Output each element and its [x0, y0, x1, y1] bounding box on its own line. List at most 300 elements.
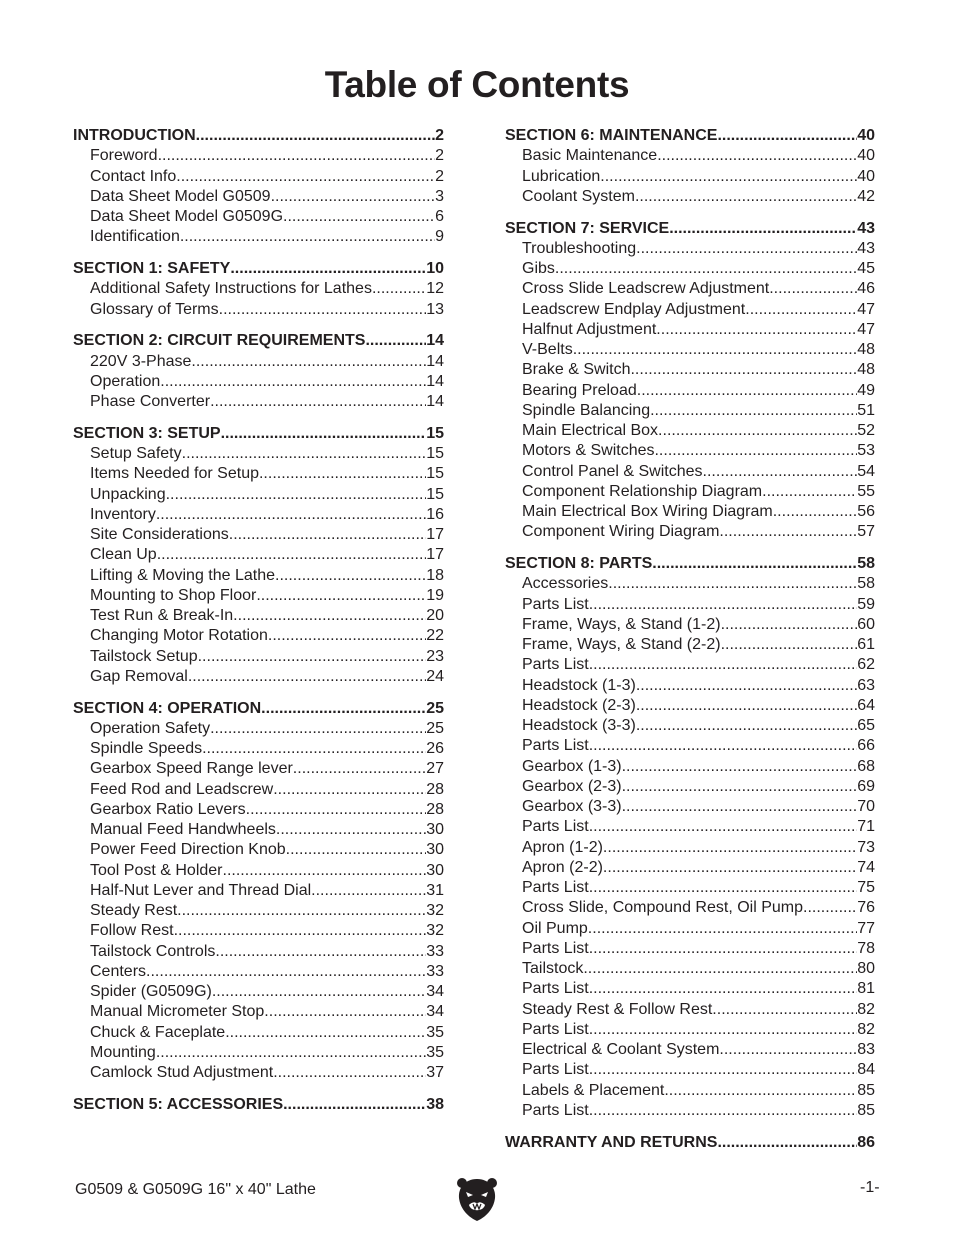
toc-page-number: 15 — [426, 424, 444, 442]
dot-leader — [721, 615, 858, 635]
page-number: -1- — [860, 1179, 880, 1196]
toc-label: Parts List — [522, 879, 589, 896]
toc-label: Main Electrical Box — [522, 422, 659, 439]
toc-label: Half-Nut Lever and Thread Dial — [90, 881, 312, 899]
toc-label: Apron (1-2) — [522, 838, 603, 856]
toc-label: Chuck & Faceplate — [90, 1023, 226, 1041]
toc-page-number: 32 — [426, 922, 444, 940]
toc-page-number: 9 — [435, 228, 444, 246]
toc-label: Gibs — [522, 260, 555, 277]
toc-page-number: 59 — [857, 595, 875, 613]
toc-page-number: 15 — [426, 485, 444, 503]
dot-leader — [261, 699, 426, 719]
dot-leader — [664, 1081, 857, 1101]
toc-page-number: 18 — [426, 566, 444, 584]
dot-leader — [174, 921, 427, 941]
toc-label: Lubrication — [522, 167, 601, 185]
toc-entry[interactable] — [505, 381, 875, 401]
toc-page-number: 23 — [426, 647, 444, 665]
dot-leader — [180, 227, 435, 247]
toc-label: Spindle Balancing — [522, 401, 651, 419]
toc-page-number: 30 — [426, 821, 444, 838]
toc-page-number: 14 — [426, 393, 444, 410]
dot-leader — [198, 647, 427, 667]
toc-label: Parts List — [522, 737, 589, 755]
toc-section-heading[interactable] — [505, 554, 875, 574]
toc-label: Gearbox (2-3) — [522, 777, 622, 795]
toc-page-number: 85 — [857, 1081, 875, 1099]
toc-page-number: 15 — [426, 445, 444, 462]
toc-page-number: 45 — [857, 260, 875, 277]
toc-entry[interactable] — [505, 259, 875, 279]
toc-entry[interactable] — [505, 635, 875, 655]
dot-leader — [589, 1020, 858, 1040]
toc-entry[interactable] — [505, 919, 875, 939]
toc-label: Glossary of Terms — [90, 300, 219, 318]
toc-section-heading[interactable] — [73, 126, 444, 146]
toc-section — [505, 554, 875, 1121]
toc-label: Motors & Switches — [522, 442, 655, 460]
toc-label: Steady Rest & Follow Rest — [522, 1000, 713, 1018]
toc-page-number: 14 — [426, 352, 444, 370]
toc-label: Gearbox (3-3) — [522, 798, 622, 815]
dot-leader — [176, 167, 435, 187]
toc-entry[interactable] — [505, 1101, 875, 1121]
dot-leader — [286, 840, 427, 860]
dot-leader — [215, 942, 426, 962]
toc-entry[interactable] — [73, 780, 444, 800]
toc-entry[interactable] — [505, 959, 875, 979]
toc-entry[interactable] — [73, 207, 444, 227]
dot-leader — [603, 838, 857, 858]
toc-label: Troubleshooting — [522, 239, 637, 257]
page-title: Table of Contents — [324, 64, 630, 105]
toc-page-number: 31 — [426, 881, 444, 899]
toc-entry[interactable] — [505, 817, 875, 837]
toc-page-number: 53 — [857, 442, 875, 460]
toc-page-number: 34 — [426, 1003, 444, 1021]
toc-entry[interactable] — [505, 167, 875, 187]
toc-label: Parts List — [522, 595, 589, 613]
dot-leader — [622, 757, 858, 777]
toc-entry[interactable] — [505, 797, 875, 817]
toc-entry[interactable] — [73, 227, 444, 247]
dot-leader — [210, 719, 426, 739]
dot-leader — [630, 360, 857, 380]
dot-leader — [769, 279, 857, 299]
toc-entry[interactable] — [73, 485, 444, 505]
toc-page-number: 17 — [426, 546, 444, 564]
toc-page-number: 81 — [857, 980, 875, 998]
dot-leader — [717, 1133, 857, 1153]
dot-leader — [229, 525, 426, 545]
toc-label: SECTION 3: SETUP — [73, 424, 221, 442]
toc-page-number: 48 — [857, 341, 875, 358]
toc-page-number: 2 — [435, 127, 444, 144]
dot-leader — [365, 331, 426, 351]
toc-entry[interactable] — [505, 615, 875, 635]
toc-page-number: 55 — [857, 482, 875, 500]
toc-page-number: 71 — [857, 818, 875, 836]
toc-entry[interactable] — [73, 759, 444, 779]
toc-entry[interactable] — [73, 881, 444, 901]
toc-page-number: 69 — [857, 777, 875, 795]
toc-label: Bearing Preload — [522, 381, 637, 399]
toc-entry[interactable] — [73, 167, 444, 187]
toc-label: Items Needed for Setup — [90, 465, 259, 483]
toc-section-heading[interactable] — [73, 259, 444, 279]
toc-entry[interactable] — [73, 1063, 444, 1083]
toc-page-number: 26 — [426, 740, 444, 757]
toc-entry[interactable] — [73, 566, 444, 586]
toc-page-number: 86 — [857, 1133, 875, 1151]
toc-entry[interactable] — [73, 719, 444, 739]
toc-entry[interactable] — [505, 676, 875, 696]
toc-entry[interactable] — [505, 757, 875, 777]
toc-label: Tailstock Setup — [90, 647, 198, 665]
toc-entry[interactable] — [505, 736, 875, 756]
toc-label: Test Run & Break-In — [90, 607, 234, 624]
toc-page-number: 74 — [857, 858, 875, 876]
toc-label: Lifting & Moving the Lathe — [90, 566, 276, 584]
toc-label: Centers — [90, 962, 147, 980]
toc-label: Spider (G0509G) — [90, 983, 212, 1000]
toc-entry[interactable] — [73, 392, 444, 412]
toc-page-number: 78 — [857, 939, 875, 957]
toc-entry[interactable] — [73, 606, 444, 626]
dot-leader — [773, 502, 857, 522]
toc-entry[interactable] — [73, 840, 444, 860]
toc-page-number: 30 — [426, 861, 444, 879]
toc-page-number: 17 — [426, 526, 444, 543]
toc-entry[interactable] — [505, 777, 875, 797]
toc-entry[interactable] — [505, 300, 875, 320]
toc-entry[interactable] — [73, 647, 444, 667]
toc-label: Foreword — [90, 147, 158, 165]
toc-entry[interactable] — [73, 464, 444, 484]
toc-page-number: 77 — [857, 919, 875, 937]
toc-entry[interactable] — [73, 800, 444, 820]
dot-leader — [210, 392, 426, 412]
dot-leader — [264, 1002, 426, 1022]
toc-entry[interactable] — [505, 502, 875, 522]
toc-page-number: 34 — [426, 983, 444, 1000]
toc-label: SECTION 4: OPERATION — [73, 699, 262, 717]
dot-leader — [635, 187, 857, 207]
toc-entry[interactable] — [73, 982, 444, 1002]
toc-section — [505, 126, 875, 207]
toc-page-number: 66 — [857, 737, 875, 755]
toc-label: Data Sheet Model G0509 — [90, 187, 271, 205]
toc-entry[interactable] — [73, 279, 444, 299]
toc-label: Mounting — [90, 1043, 156, 1061]
toc-label: Component Relationship Diagram — [522, 482, 763, 500]
toc-label: Cross Slide, Compound Rest, Oil Pump — [522, 899, 803, 917]
toc-label: Unpacking — [90, 485, 166, 503]
toc-entry[interactable] — [73, 586, 444, 606]
dot-leader — [246, 800, 427, 820]
toc-entry[interactable] — [505, 239, 875, 259]
toc-entry[interactable] — [73, 739, 444, 759]
toc-label: Component Wiring Diagram — [522, 523, 720, 541]
toc-section-heading[interactable] — [505, 219, 875, 239]
toc-label: Gearbox (1-3) — [522, 757, 622, 775]
dot-leader — [656, 320, 857, 340]
toc-entry[interactable] — [505, 574, 875, 594]
dot-leader — [622, 777, 858, 797]
toc-page-number: 27 — [426, 760, 444, 778]
toc-entry[interactable] — [505, 696, 875, 716]
toc-section — [73, 1095, 444, 1115]
dot-leader — [273, 1063, 426, 1083]
dot-leader — [583, 959, 857, 979]
toc-page-number: 3 — [435, 187, 444, 205]
toc-entry[interactable] — [73, 1043, 444, 1063]
dot-leader — [311, 881, 426, 901]
toc-label: Accessories — [522, 575, 609, 593]
dot-leader — [652, 554, 857, 574]
toc-entry[interactable] — [505, 1000, 875, 1020]
toc-label: Additional Safety Instructions for Lathes — [90, 280, 372, 298]
toc-entry[interactable] — [505, 146, 875, 166]
dot-leader — [212, 982, 426, 1002]
toc-entry[interactable] — [505, 441, 875, 461]
toc-label: Basic Maintenance — [522, 147, 658, 165]
toc-entry[interactable] — [73, 861, 444, 881]
dot-leader — [372, 279, 426, 299]
toc-entry[interactable] — [73, 372, 444, 392]
toc-label: Oil Pump — [522, 919, 588, 937]
toc-label: Parts List — [522, 656, 589, 674]
toc-page-number: 49 — [857, 381, 875, 399]
dot-leader — [188, 667, 426, 687]
toc-label: Tool Post & Holder — [90, 861, 223, 879]
toc-page-number: 65 — [857, 717, 875, 734]
dot-leader — [256, 586, 426, 606]
toc-section-heading[interactable] — [73, 424, 444, 444]
toc-entry[interactable] — [505, 979, 875, 999]
toc-page-number: 2 — [435, 167, 444, 185]
toc-page-number: 14 — [426, 372, 444, 390]
dot-leader — [273, 780, 426, 800]
toc-page-number: 24 — [426, 667, 444, 685]
toc-label: Main Electrical Box Wiring Diagram — [522, 503, 773, 520]
toc-entry[interactable] — [505, 482, 875, 502]
toc-entry[interactable] — [505, 939, 875, 959]
toc-entry[interactable] — [505, 655, 875, 675]
toc-label: Identification — [90, 228, 180, 246]
toc-entry[interactable] — [505, 898, 875, 918]
toc-section — [73, 126, 444, 248]
toc-entry[interactable] — [73, 1002, 444, 1022]
toc-page-number: 20 — [426, 607, 444, 624]
toc-page-number: 43 — [857, 239, 875, 257]
toc-page-number: 35 — [426, 1043, 444, 1061]
toc-entry[interactable] — [73, 962, 444, 982]
toc-page-number: 25 — [426, 699, 444, 717]
toc-entry[interactable] — [73, 146, 444, 166]
toc-label: Spindle Speeds — [90, 740, 203, 757]
toc-page-number: 56 — [857, 503, 875, 520]
dot-leader — [275, 566, 426, 586]
toc-page-number: 19 — [426, 586, 444, 604]
dot-leader — [589, 655, 858, 675]
toc-label: Parts List — [522, 1101, 589, 1119]
toc-entry[interactable] — [505, 858, 875, 878]
toc-section-heading[interactable] — [505, 1133, 875, 1153]
toc-page-number: 28 — [426, 780, 444, 798]
dot-leader — [589, 817, 858, 837]
toc-page-number: 10 — [426, 260, 444, 277]
toc-page-number: 54 — [857, 462, 875, 480]
dot-leader — [196, 126, 435, 146]
toc-entry[interactable] — [73, 187, 444, 207]
dot-leader — [555, 259, 857, 279]
dot-leader — [608, 574, 857, 594]
dot-leader — [160, 372, 426, 392]
toc-label: Parts List — [522, 818, 589, 836]
toc-entry[interactable] — [505, 716, 875, 736]
toc-entry[interactable] — [505, 360, 875, 380]
dot-leader — [156, 1043, 426, 1063]
toc-entry[interactable] — [505, 522, 875, 542]
dot-leader — [650, 401, 857, 421]
toc-label: Apron (2-2) — [522, 858, 603, 876]
toc-label: SECTION 5: ACCESSORIES — [73, 1095, 284, 1113]
dot-leader — [283, 1095, 426, 1115]
toc-label: Parts List — [522, 980, 589, 998]
dot-leader — [589, 939, 858, 959]
toc-label: Mounting to Shop Floor — [90, 586, 257, 604]
toc-page-number: 62 — [857, 656, 875, 674]
dot-leader — [803, 898, 857, 918]
toc-page-number: 47 — [857, 300, 875, 318]
toc-page-number: 22 — [426, 627, 444, 645]
toc-entry[interactable] — [73, 626, 444, 646]
toc-entry[interactable] — [73, 820, 444, 840]
toc-entry[interactable] — [505, 279, 875, 299]
toc-entry[interactable] — [73, 942, 444, 962]
dot-leader — [268, 626, 426, 646]
dot-leader — [293, 759, 426, 779]
toc-page-number: 33 — [426, 962, 444, 980]
dot-leader — [219, 300, 427, 320]
dot-leader — [721, 635, 858, 655]
toc-section-heading[interactable] — [73, 699, 444, 719]
toc-page-number: 82 — [857, 1020, 875, 1038]
toc-label: Parts List — [522, 939, 589, 957]
toc-entry[interactable] — [73, 352, 444, 372]
toc-entry[interactable] — [73, 444, 444, 464]
dot-leader — [158, 146, 436, 166]
toc-page-number: 51 — [857, 401, 875, 419]
toc-page-number: 63 — [857, 676, 875, 694]
toc-section-heading[interactable] — [505, 126, 875, 146]
toc-entry[interactable] — [505, 421, 875, 441]
toc-page-number: 33 — [426, 942, 444, 960]
toc-column-left — [73, 126, 444, 1127]
dot-leader — [177, 901, 426, 921]
dot-leader — [271, 187, 436, 207]
toc-entry[interactable] — [73, 300, 444, 320]
dot-leader — [657, 146, 857, 166]
toc-entry[interactable] — [73, 1023, 444, 1043]
toc-entry[interactable] — [73, 667, 444, 687]
toc-entry[interactable] — [73, 901, 444, 921]
dot-leader — [588, 919, 857, 939]
dot-leader — [233, 606, 426, 626]
dot-leader — [745, 300, 857, 320]
toc-section — [505, 1133, 875, 1153]
toc-label: Tailstock — [522, 960, 584, 977]
toc-section — [73, 259, 444, 320]
toc-entry[interactable] — [505, 340, 875, 360]
toc-entry[interactable] — [505, 1081, 875, 1101]
toc-entry[interactable] — [505, 595, 875, 615]
toc-section-heading[interactable] — [73, 1095, 444, 1115]
dot-leader — [202, 739, 426, 759]
dot-leader — [719, 522, 857, 542]
toc-entry[interactable] — [505, 1020, 875, 1040]
toc-label: Electrical & Coolant System — [522, 1041, 720, 1058]
toc-label: SECTION 7: SERVICE — [505, 219, 670, 237]
toc-page-number: 84 — [857, 1061, 875, 1079]
toc-entry[interactable] — [505, 401, 875, 421]
dot-leader — [589, 736, 858, 756]
toc-label: Labels & Placement — [522, 1081, 665, 1099]
toc-entry[interactable] — [505, 1040, 875, 1060]
toc-page-number: 35 — [426, 1023, 444, 1041]
toc-entry[interactable] — [73, 525, 444, 545]
toc-page-number: 37 — [426, 1064, 444, 1081]
dot-leader — [166, 485, 427, 505]
toc-entry[interactable] — [73, 545, 444, 565]
toc-entry[interactable] — [505, 838, 875, 858]
toc-label: Parts List — [522, 1061, 589, 1079]
toc-entry[interactable] — [505, 462, 875, 482]
toc-entry[interactable] — [505, 1060, 875, 1080]
toc-page-number: 40 — [857, 127, 875, 144]
toc-page-number: 61 — [857, 636, 875, 653]
toc-page-number: 64 — [857, 696, 875, 714]
toc-label: SECTION 6: MAINTENANCE — [505, 127, 718, 144]
toc-page-number: 60 — [857, 615, 875, 633]
toc-section-heading[interactable] — [73, 331, 444, 351]
dot-leader — [719, 1040, 857, 1060]
toc-page-number: 80 — [857, 960, 875, 977]
toc-label: INTRODUCTION — [73, 127, 196, 144]
toc-page-number: 2 — [435, 147, 444, 165]
dot-leader — [157, 545, 427, 565]
toc-entry[interactable] — [505, 320, 875, 340]
dot-leader — [703, 462, 858, 482]
toc-page-number: 57 — [857, 523, 875, 541]
toc-page-number: 47 — [857, 320, 875, 338]
toc-entry[interactable] — [505, 187, 875, 207]
toc-entry[interactable] — [73, 505, 444, 525]
dot-leader — [589, 878, 858, 898]
toc-label: Tailstock Controls — [90, 942, 216, 960]
toc-entry[interactable] — [73, 921, 444, 941]
toc-page-number: 38 — [426, 1095, 444, 1113]
toc-label: Manual Feed Handwheels — [90, 821, 276, 838]
toc-entry[interactable] — [505, 878, 875, 898]
toc-label: Operation — [90, 372, 161, 390]
toc-page-number: 83 — [857, 1041, 875, 1058]
toc-label: Changing Motor Rotation — [90, 627, 268, 645]
toc-label: Contact Info — [90, 167, 177, 185]
dot-leader — [573, 340, 858, 360]
